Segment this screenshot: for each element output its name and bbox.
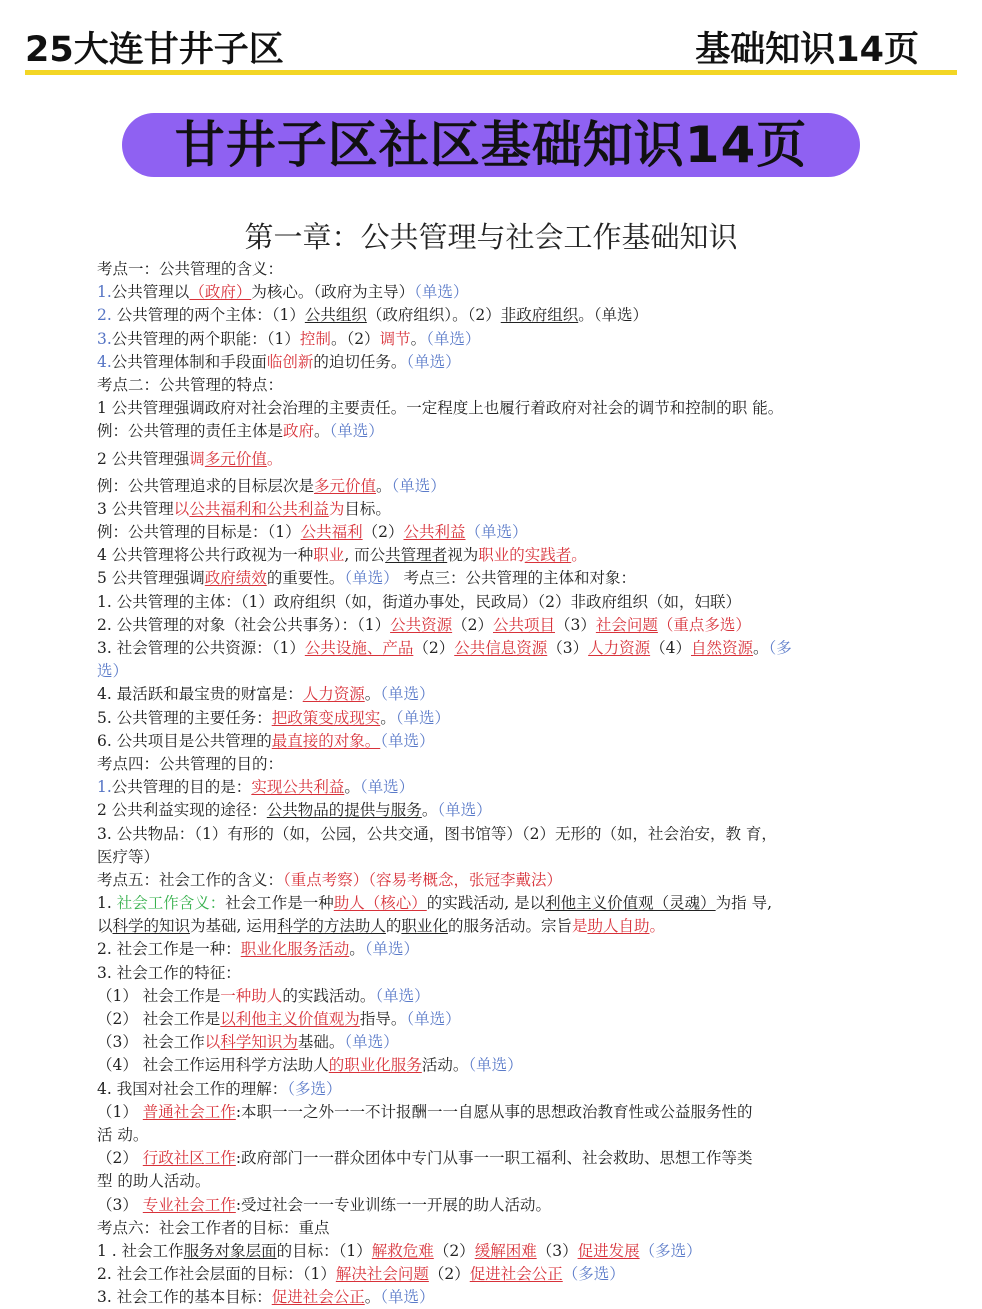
text-segment: 医疗等）	[97, 847, 160, 866]
text-segment: 的服务活动。宗旨	[447, 917, 572, 936]
text-segment: （3）	[555, 615, 596, 634]
text-line	[97, 1194, 967, 1217]
text-segment: 利他主义价值观（灵魂）	[545, 894, 716, 913]
highlight-text: 以利他主义价值观为	[220, 1010, 360, 1028]
highlight-text: 调	[189, 449, 205, 468]
text-segment: 1 . 社会工作	[97, 1241, 184, 1260]
text-segment: 2 公共利益实现的途径：	[97, 801, 267, 820]
text-line	[97, 281, 967, 304]
text-segment: 活动。	[421, 1056, 469, 1075]
text-line	[97, 1286, 967, 1309]
text-segment: 公共组织	[304, 306, 367, 325]
text-line	[97, 776, 967, 799]
text-line	[97, 591, 967, 614]
text-line	[97, 707, 967, 730]
text-line	[97, 869, 967, 892]
text-line	[97, 1101, 967, 1124]
text-segment: 。	[753, 639, 769, 657]
text-line	[97, 799, 967, 822]
text-line	[97, 258, 967, 281]
question-type-tag: （单选）	[468, 1056, 523, 1075]
highlight-text: 公共信息资源	[454, 639, 548, 657]
text-segment: 考点五：社会工作的含义：	[97, 870, 284, 889]
question-type-tag: （单选）	[426, 329, 481, 348]
text-segment: 目标。	[344, 499, 391, 518]
text-line	[97, 328, 967, 351]
question-type-tag: （单选）	[344, 1033, 399, 1052]
text-segment: 2. 社会工作是一种：	[97, 940, 241, 959]
text-segment: 。	[364, 1288, 381, 1307]
text-segment: 2. 社会工作社会层面的目标：（1）	[97, 1265, 336, 1284]
title-banner	[122, 113, 860, 177]
text-segment: 的实践活动。	[282, 986, 376, 1005]
question-type-tag: （多	[768, 639, 792, 657]
highlight-text: 人力资源	[588, 639, 651, 657]
text-line	[97, 420, 967, 443]
text-segment: 2. 公共管理的对象（社会公共事务）：（1）	[97, 615, 391, 634]
text-line	[97, 1240, 967, 1263]
highlight-text: 以	[204, 1033, 221, 1052]
text-line	[97, 660, 967, 683]
highlight-text: 普通社会工作	[142, 1102, 236, 1121]
text-line	[97, 683, 967, 706]
highlight-text: 公共福利和公共利益	[189, 499, 329, 518]
text-segment: 例：公共管理追求的目标层次是	[97, 476, 315, 495]
text-line	[97, 304, 967, 327]
text-line	[97, 915, 967, 938]
text-segment: 5. 公共管理的主要任务：	[97, 708, 272, 727]
text-segment: （政府组织）。（2）	[366, 306, 501, 325]
highlight-text: （重点多选）	[657, 615, 751, 634]
highlight-text: 调节	[379, 329, 411, 348]
text-segment: （3）	[536, 1241, 578, 1260]
highlight-text: 科学知识为	[220, 1033, 298, 1052]
text-segment: 公共管理的两个职能：（1）	[111, 329, 300, 348]
text-segment: 2 公共管理强	[97, 449, 190, 468]
highlight-text: 实践者	[524, 546, 572, 565]
question-type-tag: （单选）	[380, 731, 435, 750]
text-line	[97, 1124, 967, 1147]
text-segment: 。	[410, 329, 427, 348]
text-line	[97, 1054, 967, 1077]
highlight-text: 多元价值	[314, 476, 377, 495]
text-segment: 的目标：（1）	[276, 1241, 372, 1260]
highlight-text: 是	[571, 917, 588, 936]
highlight-text: （政府）	[189, 283, 252, 302]
text-line	[97, 892, 967, 915]
highlight-text: 。	[571, 546, 587, 565]
text-segment: 考点六：社会工作者的目标：重点	[97, 1218, 330, 1237]
text-segment: 。	[376, 476, 392, 495]
text-segment: 。	[380, 708, 396, 727]
text-segment: 社会工作含义：	[116, 894, 226, 913]
text-line	[97, 753, 967, 776]
text-segment: :本职一一之外一一不计报酬一一自愿从事的思想政治教育性或公益服务性的	[235, 1102, 753, 1121]
text-line	[97, 1078, 967, 1101]
text-line	[97, 823, 967, 846]
text-segment: （2）	[97, 1149, 143, 1168]
text-segment: 的实践活动, 是以	[426, 894, 546, 913]
text-segment: 科学的方法助人	[277, 917, 386, 936]
text-segment: （2）	[413, 639, 455, 657]
text-segment: 指导。	[359, 1010, 407, 1028]
text-segment: 服务对象层面	[183, 1241, 277, 1260]
text-segment: 3.	[97, 329, 112, 348]
text-segment: （3） 社会工作	[97, 1033, 205, 1052]
text-line	[97, 351, 967, 374]
text-segment: 4 公共管理将公共行政视为一种	[97, 546, 314, 565]
highlight-text: 实现公共利益	[251, 778, 345, 797]
text-segment: 公共管理体制和手段面	[111, 352, 267, 371]
text-segment: 视为	[447, 546, 479, 565]
highlight-text: 解救危难	[371, 1241, 434, 1260]
highlight-text: 最直接的对象。	[271, 731, 381, 750]
highlight-text: 职业化服务活动	[240, 940, 350, 959]
text-segment: 基础。	[297, 1033, 345, 1052]
text-segment: 公共管理的两个主体：（1）	[111, 306, 305, 325]
question-type-tag: （单选）	[395, 708, 451, 727]
text-line	[97, 1217, 967, 1240]
text-segment: 。（单选）	[578, 306, 649, 325]
text-segment: :政府部门一一群众团体中专门从事一一职工福利、社会救助、思想工作等类	[235, 1149, 753, 1168]
highlight-text: 把政策变成现实	[271, 708, 381, 727]
text-segment: 以	[97, 917, 113, 936]
question-type-tag: （单选）	[364, 940, 420, 959]
page-header	[25, 18, 957, 74]
text-segment: （4） 社会工作运用科学方法助人	[97, 1056, 329, 1075]
document-body	[97, 258, 967, 1309]
text-segment: 型 的助人活动。	[97, 1172, 211, 1191]
text-line	[97, 1263, 967, 1286]
highlight-text: 行政社区工作	[142, 1149, 236, 1168]
question-type-tag: （多选）	[562, 1265, 625, 1284]
text-segment: 为核心。（政府为主导）	[251, 283, 415, 302]
highlight-text: 助人（核心）	[333, 894, 427, 913]
text-segment: （1）	[97, 1102, 143, 1121]
text-segment: 科学的知识	[112, 917, 191, 936]
text-line	[97, 1008, 967, 1031]
highlight-text: 自然资源	[691, 639, 754, 657]
text-segment: 社会工作是一种	[225, 894, 334, 913]
highlight-text: 政府	[283, 422, 315, 441]
text-line	[97, 374, 967, 397]
text-segment: 非政府组织	[500, 306, 579, 325]
question-type-tag: （单选）	[406, 352, 461, 371]
highlight-text: 人力资源	[302, 685, 365, 704]
text-line	[97, 614, 967, 637]
header-underline	[25, 70, 957, 75]
question-type-tag: （单选）	[391, 476, 446, 495]
text-segment: 考点四：公共管理的目的：	[97, 754, 284, 773]
highlight-text: 以	[173, 499, 190, 518]
text-line	[97, 567, 967, 590]
highlight-text: 解决社会问题	[335, 1265, 429, 1284]
text-line	[97, 1031, 967, 1054]
text-segment: 公共管理的目的是：	[111, 778, 252, 797]
highlight-text: 。	[266, 449, 283, 468]
question-type-tag: （单选）	[380, 1288, 435, 1307]
text-line	[97, 475, 967, 498]
question-type-tag: （单选）	[465, 523, 528, 542]
text-line	[97, 730, 967, 753]
highlight-text: 政府绩效	[204, 569, 267, 588]
highlight-text: 。	[649, 917, 665, 936]
text-segment: 。	[314, 422, 330, 441]
text-segment: 考点三：公共管理的主体和对象：	[398, 569, 637, 588]
text-line	[97, 637, 967, 660]
text-line	[97, 985, 967, 1008]
text-segment: 6. 公共项目是公共管理的	[97, 731, 272, 750]
text-segment: , 而公	[344, 546, 386, 565]
text-segment: 3. 社会工作的特征：	[97, 963, 241, 982]
text-segment: 3 公共管理	[97, 499, 174, 518]
highlight-text: 促进社会公正	[271, 1288, 365, 1307]
text-segment: 职业化	[401, 917, 448, 936]
text-segment: 。	[364, 685, 381, 704]
question-type-tag: （单选）	[344, 569, 399, 588]
question-type-tag: （单选）	[414, 283, 469, 302]
text-segment: 考点二：公共管理的特点：	[97, 375, 284, 394]
question-type-tag: （单选）	[375, 986, 430, 1005]
text-segment: 1.	[97, 283, 112, 302]
highlight-text: 的职业化服务	[328, 1056, 422, 1075]
text-line	[97, 521, 967, 544]
highlight-text: 多元价值	[204, 449, 267, 468]
text-segment: （2） 社会工作是	[97, 1010, 221, 1028]
highlight-text: 公共资源	[390, 615, 453, 634]
text-segment: 1 公共管理强调政府对社会治理的主要责任。一定程度上也履行着政府对社会的调节和控制的职 能。	[97, 399, 784, 418]
text-segment: 共管理者	[385, 546, 448, 565]
text-segment: 3. 社会工作的基本目标：	[97, 1288, 272, 1307]
text-segment: 5 公共管理强调	[97, 569, 205, 588]
text-line	[97, 1170, 967, 1193]
question-type-tag: （多选）	[287, 1079, 342, 1098]
text-line	[97, 448, 967, 471]
text-segment: 。	[344, 778, 360, 797]
text-segment: （2）	[433, 1241, 475, 1260]
text-segment: 4. 我国对社会工作的理解：	[97, 1079, 288, 1098]
text-segment: 的迫切任务。	[313, 352, 407, 371]
text-segment: （2）	[428, 1265, 470, 1284]
banner-title: 甘井子区社区基础知识14页	[174, 116, 808, 174]
question-type-tag: （单选）	[406, 1010, 461, 1028]
text-segment: 1. 公共管理的主体：（1）政府组织（如，街道办事处，民政局）（2）非政府组织（如，妇联）	[97, 592, 741, 611]
header-left-title: 25大连甘井子区	[25, 30, 284, 70]
highlight-text: 控制	[299, 329, 331, 348]
highlight-text: 公共设施、产品	[304, 639, 414, 657]
text-segment: 2.	[97, 306, 112, 325]
text-segment: 考点一：公共管理的含义：	[97, 260, 284, 278]
question-type-tag: （单选）	[380, 685, 435, 704]
text-segment: 1.	[97, 894, 117, 913]
text-segment: 的	[385, 917, 402, 936]
highlight-text: 促进发展	[577, 1241, 640, 1260]
text-segment: 4. 最活跃和最宝贵的财富是：	[97, 685, 303, 704]
highlight-text: 一种助人	[220, 986, 283, 1005]
highlight-text: 促进社会公正	[469, 1265, 563, 1284]
text-segment: （3）	[547, 639, 589, 657]
text-segment: 例：公共管理的目标是：（1）	[97, 523, 301, 542]
highlight-text: 助人自助	[587, 917, 650, 936]
text-line	[97, 498, 967, 521]
text-segment: 。	[421, 801, 438, 820]
question-type-tag: （单选）	[329, 422, 384, 441]
highlight-text: 公共福利	[300, 523, 363, 542]
text-segment: 3. 公共物品：（1）有形的（如，公园，公共交通，图书馆等）（2）无形的（如，社会治安，教 育，	[97, 824, 777, 843]
text-line	[97, 1147, 967, 1170]
text-segment: 3. 社会管理的公共资源：（1）	[97, 639, 305, 657]
highlight-text: 为	[328, 499, 345, 518]
text-segment: （2）	[452, 615, 493, 634]
highlight-text: 专业社会工作	[142, 1195, 236, 1214]
text-segment: 公共管理以	[111, 283, 190, 302]
text-segment: 4.	[97, 352, 112, 371]
highlight-text: 公共利益	[403, 523, 466, 542]
text-segment: 。	[349, 940, 365, 959]
header-right-title: 基础知识14页	[695, 30, 919, 70]
question-type-tag: （单选）	[437, 801, 492, 820]
text-segment: 为基础, 运用	[190, 917, 278, 936]
highlight-text: 公共项目	[492, 615, 555, 634]
text-line	[97, 397, 967, 420]
text-segment: 为指 导,	[715, 894, 772, 913]
highlight-text: 职业	[313, 546, 345, 565]
text-line	[97, 962, 967, 985]
text-segment: 的重要性。	[266, 569, 345, 588]
text-segment: （3）	[97, 1195, 143, 1214]
text-segment: （2）	[362, 523, 404, 542]
highlight-text: 职业的	[478, 546, 525, 565]
highlight-text: （重点考察）（容易考概念，张冠李戴法）	[283, 870, 563, 889]
highlight-text: 缓解困难	[474, 1241, 537, 1260]
question-type-tag: 选）	[97, 662, 129, 681]
highlight-text: 临创新	[266, 352, 314, 371]
text-line	[97, 938, 967, 961]
text-segment: 例：公共管理的责任主体是	[97, 422, 284, 441]
text-line	[97, 544, 967, 567]
text-segment: 公共物品的提供与服务	[266, 801, 422, 820]
question-type-tag: （多选）	[639, 1241, 702, 1260]
text-segment: 。（2）	[330, 329, 380, 348]
chapter-title: 第一章：公共管理与社会工作基础知识	[244, 220, 738, 254]
text-segment: （4）	[650, 639, 691, 657]
question-type-tag: （单选）	[359, 778, 415, 797]
text-segment: 1.	[97, 778, 112, 797]
text-segment: :受过社会一一专业训练一一开展的助人活动。	[235, 1195, 552, 1214]
text-segment: 活 动。	[97, 1125, 149, 1144]
highlight-text: 社会问题	[595, 615, 658, 634]
text-segment: （1） 社会工作是	[97, 986, 221, 1005]
text-line	[97, 846, 967, 869]
